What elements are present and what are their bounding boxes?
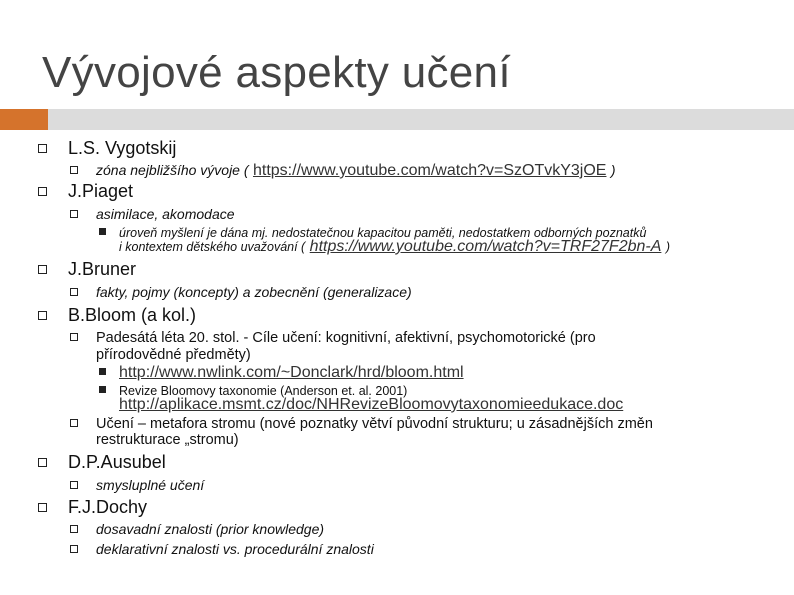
hollow-square-bullet-icon (70, 545, 78, 553)
item-text: Učení – metafora stromu (nové poznatky větví původní strukturu; u zásadnějších změn (96, 416, 653, 432)
msmt-document-link[interactable]: http://aplikace.msmt.cz/doc/NHRevizeBloomovytaxonomieedukace.doc (119, 396, 624, 413)
hollow-square-bullet-icon (70, 333, 78, 341)
list-item-continuation (96, 346, 251, 364)
youtube-link[interactable]: https://www.youtube.com/watch?v=TRF27F2bn-A (309, 238, 662, 255)
list-item (96, 521, 324, 539)
slide-title: Vývojové aspekty učení (42, 48, 511, 97)
list-item (96, 206, 235, 224)
item-text: přírodovědné předměty) (96, 347, 251, 363)
list-item (68, 138, 176, 159)
item-text: fakty, pojmy (koncepty) a zobecnění (generalizace) (96, 284, 412, 300)
title-divider-bar (48, 109, 794, 130)
item-text: i kontextem dětského uvažování ( (119, 240, 306, 254)
list-item-continuation (119, 396, 623, 414)
filled-square-bullet-icon (99, 368, 106, 375)
item-text: smysluplné učení (96, 477, 205, 493)
list-item-continuation (96, 431, 239, 449)
hollow-square-bullet-icon (38, 458, 47, 467)
list-item (68, 452, 166, 473)
item-text: asimilace, akomodace (96, 206, 235, 222)
hollow-square-bullet-icon (70, 525, 78, 533)
item-text: dosavadní znalosti (prior knowledge) (96, 521, 325, 537)
list-item-continuation (119, 238, 670, 256)
hollow-square-bullet-icon (70, 419, 78, 427)
author-bloom: B.Bloom (a kol.) (68, 305, 197, 325)
hollow-square-bullet-icon (70, 166, 78, 174)
list-item (119, 364, 464, 382)
author-piaget: J.Piaget (68, 181, 134, 201)
list-item (96, 329, 596, 347)
author-vygotskij: L.S. Vygotskij (68, 138, 177, 158)
hollow-square-bullet-icon (38, 187, 47, 196)
author-ausubel: D.P.Ausubel (68, 452, 166, 472)
item-text: Revize Bloomovy taxonomie (Anderson et. al. 2001) (119, 384, 408, 398)
hollow-square-bullet-icon (70, 481, 78, 489)
list-item (68, 181, 133, 202)
list-item (68, 497, 147, 518)
list-item (68, 305, 196, 326)
hollow-square-bullet-icon (70, 210, 78, 218)
title-accent-bar (0, 109, 48, 130)
hollow-square-bullet-icon (38, 265, 47, 274)
youtube-link[interactable]: https://www.youtube.com/watch?v=SzOTvkY3jOE (252, 162, 607, 179)
list-item (96, 162, 616, 180)
item-text: Padesátá léta 20. stol. - Cíle učení: kognitivní, afektivní, psychomotorické (pro (96, 330, 596, 346)
hollow-square-bullet-icon (38, 144, 47, 153)
item-text: deklarativní znalosti vs. procedurální znalosti (96, 541, 374, 557)
hollow-square-bullet-icon (38, 311, 47, 320)
item-text: zóna nejbližšího vývoje ( (96, 162, 249, 178)
author-dochy: F.J.Dochy (68, 497, 148, 517)
list-item (96, 477, 204, 495)
list-item (68, 259, 136, 280)
author-bruner: J.Bruner (68, 259, 137, 279)
item-text: restrukturace „stromu) (96, 432, 239, 448)
item-text: úroveň myšlení je dána mj. nedostatečnou kapacitou paměti, nedostatkem odborných poznatků (119, 226, 647, 240)
bloom-link[interactable]: http://www.nwlink.com/~Donclark/hrd/bloom.html (119, 364, 464, 381)
list-item (96, 541, 374, 559)
hollow-square-bullet-icon (38, 503, 47, 512)
item-text: ) (665, 240, 671, 254)
filled-square-bullet-icon (99, 228, 106, 235)
filled-square-bullet-icon (99, 386, 106, 393)
list-item (96, 284, 412, 302)
hollow-square-bullet-icon (70, 288, 78, 296)
item-text: ) (610, 162, 616, 178)
